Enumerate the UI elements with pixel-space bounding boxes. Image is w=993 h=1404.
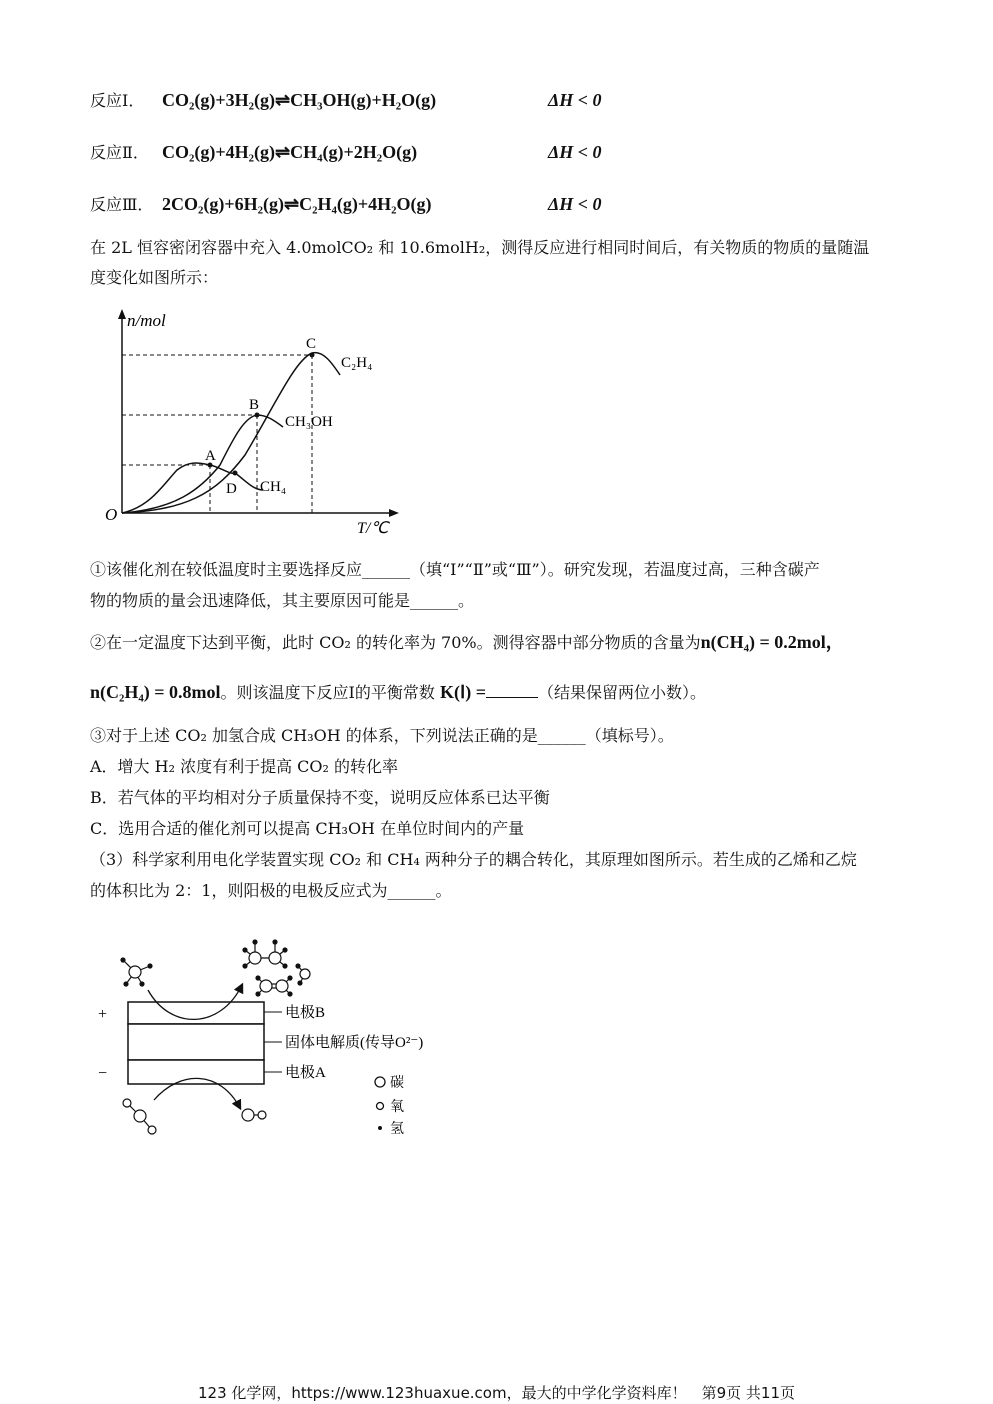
point-c: [310, 353, 315, 358]
carbon-monoxide-molecule-icon: [242, 1109, 266, 1121]
answer-blank[interactable]: [486, 683, 538, 698]
reaction-2: [90, 142, 602, 163]
oxygen-legend-icon: [377, 1103, 384, 1110]
temperature-graph: [95, 305, 415, 540]
point-b-label: B: [249, 397, 260, 413]
reaction-label: 反应Ⅱ．: [90, 143, 149, 162]
electrode-a-layer: [128, 1060, 264, 1084]
c2h4-amount: n(C₂H₄) = 0.8mol: [90, 682, 221, 702]
question-3-stem: ③对于上述 CO₂ 加氢合成 CH₃OH 的体系，下列说法正确的是______（填标号）。: [90, 726, 674, 745]
question-4-line-1: （3）科学家利用电化学装置实现 CO₂ 和 CH₄ 两种分子的耦合转化，其原理如图所示。若生成的乙烯和乙烷: [90, 850, 857, 869]
question-4-line-2: 的体积比为 2：1，则阳极的电极反应式为______。: [90, 881, 452, 900]
curve-label-ch3oh: CH₃OH: [285, 414, 333, 430]
legend-hydrogen: 氢: [390, 1122, 404, 1137]
option-a: A．增大 H₂ 浓度有利于提高 CO₂ 的转化率: [90, 757, 399, 776]
minus-sign: −: [98, 1065, 108, 1082]
reaction-3: [90, 194, 602, 215]
enthalpy-change: ΔH < 0: [548, 142, 602, 162]
methane-molecule-icon: [121, 958, 152, 986]
reaction-equation: CO₂(g)+4H₂(g)⇌CH₄(g)+2H₂O(g): [162, 142, 418, 162]
reaction-label: 反应Ⅰ．: [90, 91, 145, 110]
point-b: [255, 413, 260, 418]
point-d-label: D: [226, 481, 237, 497]
enthalpy-change: ΔH < 0: [548, 194, 602, 214]
question-2-text: ②在一定温度下达到平衡，此时 CO₂ 的转化率为 70%。测得容器中部分物质的含量为: [90, 633, 701, 652]
question-2-text: 。则该温度下反应Ⅰ的平衡常数: [220, 683, 435, 702]
point-c-label: C: [306, 336, 317, 352]
electrode-a-label: 电极A: [285, 1065, 326, 1081]
legend-carbon: 碳: [390, 1076, 404, 1091]
question-2-tail: （结果保留两位小数）。: [538, 683, 707, 702]
reaction-equation: 2CO₂(g)+6H₂(g)⇌C₂H₄(g)+4H₂O(g): [162, 194, 432, 214]
point-a-label: A: [205, 448, 216, 464]
plus-sign: +: [98, 1006, 108, 1023]
curve-label-c2h4: C₂H₄: [341, 355, 373, 371]
electrochemical-device-diagram: [90, 920, 435, 1155]
electrode-b-label: 电极B: [285, 1005, 326, 1021]
electrolyte-layer: [128, 1024, 264, 1060]
electrolyte-label: 固体电解质(传导O²⁻): [285, 1035, 424, 1051]
hydrogen-legend-icon: [378, 1126, 382, 1130]
y-axis-arrow: [118, 309, 126, 319]
carbon-dioxide-molecule-icon: [123, 1099, 156, 1134]
reaction-equation: CO₂(g)+3H₂(g)⇌CH₃OH(g)+H₂O(g): [162, 90, 437, 110]
origin-label: O: [105, 505, 118, 524]
intro-text-1: 在 2L 恒容密闭容器中充入 4.0molCO₂ 和 10.6molH₂，测得反应进行相同时间后，有关物质的物质的量随温: [90, 238, 870, 257]
reaction-1: [90, 90, 602, 111]
ethane-molecule-icon: [243, 940, 287, 968]
carbon-legend-icon: [375, 1077, 385, 1087]
water-molecule-icon: [296, 964, 310, 985]
option-b: B．若气体的平均相对分子质量保持不变，说明反应体系已达平衡: [90, 788, 550, 807]
option-c: C．选用合适的催化剂可以提高 CH₃OH 在单位时间内的产量: [90, 819, 525, 838]
equilibrium-constant: K(Ⅰ) =: [439, 682, 487, 702]
question-2-line-1: [90, 632, 844, 653]
legend-oxygen: 氧: [390, 1100, 404, 1115]
question-2-line-2: [90, 682, 706, 703]
y-axis-label: n/mol: [127, 311, 166, 330]
question-1-line-2: 物的物质的量会迅速降低，其主要原因可能是______。: [90, 591, 475, 610]
page-footer: 123 化学网，https://www.123huaxue.com，最大的中学化学资料库！ 第9页 共11页: [197, 1384, 795, 1402]
intro-text-2: 度变化如图所示：: [90, 268, 219, 287]
curve-label-ch4: CH₄: [260, 479, 287, 495]
enthalpy-change: ΔH < 0: [548, 90, 602, 110]
electrode-b-layer: [128, 1002, 264, 1024]
ethylene-molecule-icon: [256, 976, 292, 996]
x-axis-label: T/℃: [357, 520, 389, 537]
x-axis-arrow: [389, 509, 399, 517]
question-1-line-1: ①该催化剂在较低温度时主要选择反应______（填“Ⅰ”“Ⅱ”或“Ⅲ”）。研究发现，若温度过高，三种含碳产: [90, 560, 820, 579]
legend: [375, 1075, 404, 1137]
point-d: [233, 471, 238, 476]
curve-ch4: [122, 463, 263, 513]
reaction-label: 反应Ⅲ．: [90, 195, 154, 214]
ch4-amount: n(CH₄) = 0.2mol，: [700, 632, 844, 652]
